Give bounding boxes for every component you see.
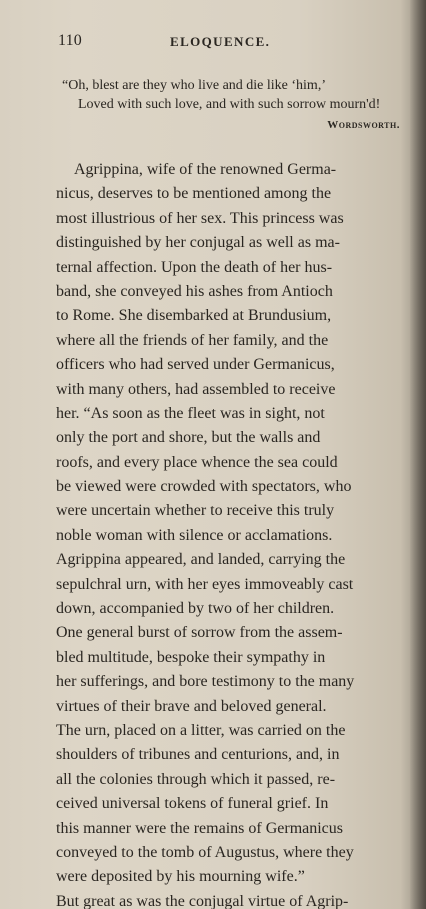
body-line: down, accompanied by two of her children.: [56, 600, 335, 618]
body-line: where all the friends of her family, and the: [56, 331, 329, 349]
body-line: officers who had served under Germanicus,: [56, 356, 335, 374]
body-line: her sufferings, and bore testimony to the many: [56, 673, 355, 691]
body-line: were deposited by his mourning wife.”: [56, 868, 305, 886]
running-title: ELOQUENCE.: [170, 34, 271, 49]
body-line: One general burst of sorrow from the assem-: [56, 624, 343, 642]
body-line: most illustrious of her sex. This princess was: [56, 209, 344, 227]
body-line: band, she conveyed his ashes from Antioch: [56, 282, 333, 300]
body-line: roofs, and every place whence the sea could: [56, 453, 338, 471]
body-line: all the colonies through which it passed, re-: [56, 770, 336, 788]
body-line: her. “As soon as the fleet was in sight, not: [56, 404, 325, 422]
body-line: sepulchral urn, with her eyes immoveably cast: [56, 575, 354, 593]
epigraph-line: “Oh, blest are they who live and die like ‘him,’: [62, 78, 326, 93]
body-line: only the port and shore, but the walls and: [56, 429, 321, 447]
body-line: Agrippina, wife of the renowned Germa-: [74, 161, 337, 178]
body-line: nicus, deserves to be mentioned among the: [56, 185, 332, 203]
body-line: be viewed were crowded with spectators, who: [56, 478, 352, 496]
body-line: this manner were the remains of Germanicus: [56, 819, 344, 837]
epigraph: [62, 76, 404, 131]
body-line: to Rome. She disembarked at Brundusium,: [56, 307, 332, 325]
body-line: But great as was the conjugal virtue of Agrip-: [56, 892, 349, 909]
body-line: distinguished by her conjugal as well as ma-: [56, 234, 340, 252]
epigraph-line: Loved with such love, and with such sorrow mourn'd!: [78, 97, 381, 112]
body-line: The urn, placed on a litter, was carried on the: [56, 721, 346, 739]
body-line: noble woman with silence or acclamations.: [56, 526, 333, 544]
page-number: 110: [58, 32, 83, 49]
running-head: [58, 32, 378, 52]
body-line: with many others, had assembled to receive: [56, 380, 336, 398]
body-line: virtues of their brave and beloved general.: [56, 697, 327, 715]
body-line: bled multitude, bespoke their sympathy in: [56, 648, 326, 666]
body-text: [56, 158, 423, 909]
epigraph-attribution: Wordsworth.: [327, 119, 400, 131]
body-line: shoulders of tribunes and centurions, and, in: [56, 746, 340, 764]
body-line: were uncertain whether to receive this truly: [56, 502, 335, 520]
body-line: ceived universal tokens of funeral grief. In: [56, 795, 329, 813]
body-line: Agrippina appeared, and landed, carrying the: [56, 551, 346, 569]
body-line: conveyed to the tomb of Augustus, where they: [56, 843, 354, 861]
body-line: ternal affection. Upon the death of her hus-: [56, 258, 333, 276]
